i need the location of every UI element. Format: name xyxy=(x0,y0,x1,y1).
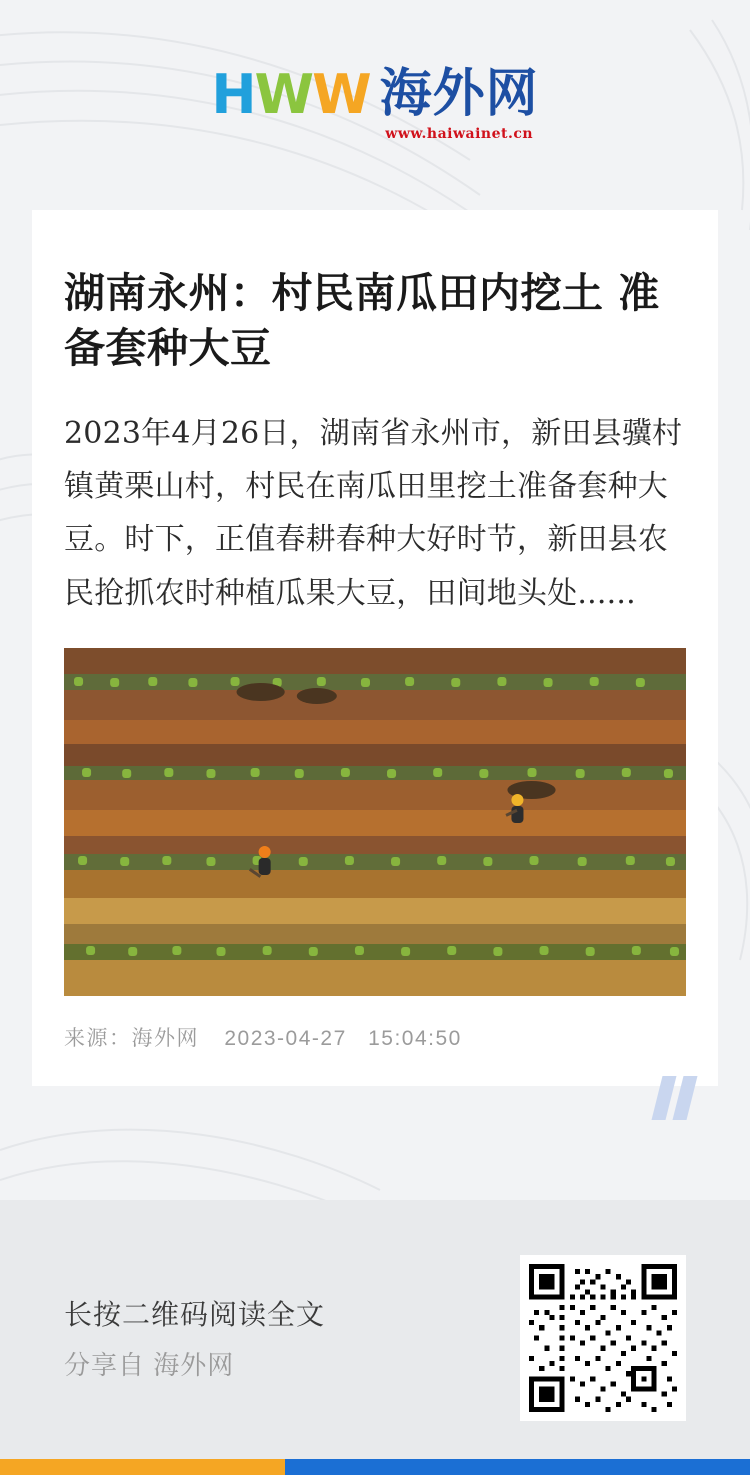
logo-text-block xyxy=(379,64,539,142)
logo-letter-h: H xyxy=(211,63,255,126)
bottom-bar-blue xyxy=(285,1459,750,1475)
logo-letters xyxy=(211,63,370,126)
footer-text-block xyxy=(64,1293,520,1382)
site-header xyxy=(0,0,750,210)
article-date: 2023-04-27 xyxy=(224,1027,347,1051)
footer-bar xyxy=(0,1200,750,1475)
footer-prompt: 长按二维码阅读全文 xyxy=(64,1299,326,1330)
qr-code[interactable] xyxy=(520,1255,686,1421)
logo-site-name: 海外网 xyxy=(379,64,539,124)
bottom-bar-orange xyxy=(0,1459,285,1475)
bottom-color-bar xyxy=(0,1459,750,1475)
article-summary: 2023年4月26日，湖南省永州市，新田县骥村镇黄栗山村，村民在南瓜田里挖土准备套种大豆。时下，正值春耕春种大好时节，新田县农民抢抓农时种植瓜果大豆，田间地头处...... xyxy=(64,415,683,611)
site-logo xyxy=(211,63,539,142)
article-title: 湖南永州：村民南瓜田内挖土 准备套种大豆 xyxy=(64,269,660,373)
footer-share-from: 分享自 海外网 xyxy=(64,1350,235,1380)
article-card xyxy=(32,210,718,1086)
article-time: 15:04:50 xyxy=(368,1027,462,1051)
logo-letter-w1: W xyxy=(254,63,313,126)
quote-mark-icon xyxy=(657,1076,692,1120)
logo-site-url: www.haiwainet.cn xyxy=(385,126,534,142)
article-image xyxy=(64,648,686,996)
article-source: 来源：海外网 xyxy=(64,1027,199,1051)
article-meta xyxy=(64,1022,686,1052)
logo-letter-w2: W xyxy=(312,63,370,126)
